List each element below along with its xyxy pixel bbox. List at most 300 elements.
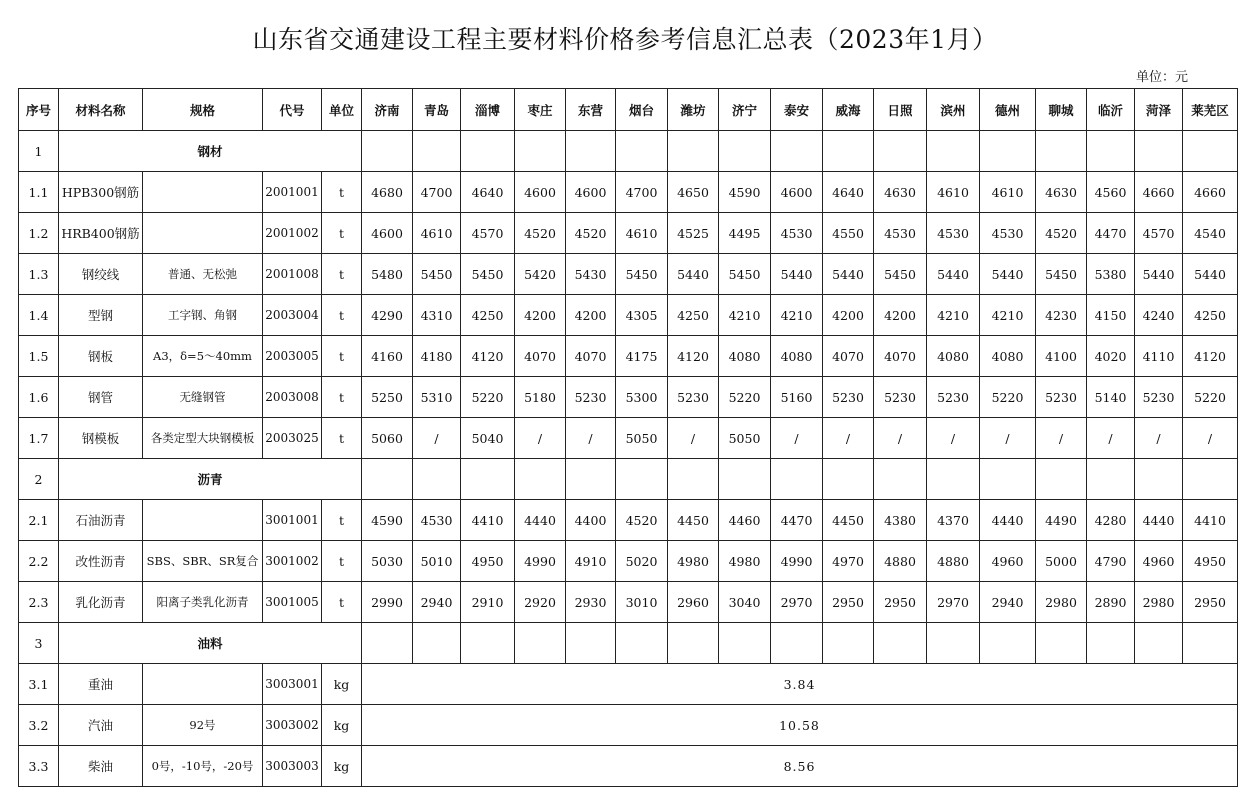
price-cell: 4070: [874, 336, 927, 377]
material-spec: 0号，-10号，-20号: [143, 746, 263, 787]
material-unit: t: [322, 377, 362, 418]
material-code: 3003001: [263, 664, 322, 705]
price-cell: /: [823, 418, 874, 459]
price-cell: 5450: [413, 254, 461, 295]
price-cell: 4020: [1087, 336, 1135, 377]
empty-cell: [1036, 131, 1087, 172]
price-cell: 4550: [823, 213, 874, 254]
header-city: 威海: [823, 89, 874, 131]
header-city: 东营: [566, 89, 616, 131]
empty-cell: [616, 459, 668, 500]
empty-cell: [771, 623, 823, 664]
price-cell: 4440: [515, 500, 566, 541]
material-unit: t: [322, 336, 362, 377]
price-cell: 4610: [616, 213, 668, 254]
header-no: 序号: [19, 89, 59, 131]
empty-cell: [1183, 459, 1238, 500]
price-cell: 5450: [874, 254, 927, 295]
price-cell: 2980: [1036, 582, 1087, 623]
header-city: 泰安: [771, 89, 823, 131]
category-row: [19, 131, 1238, 172]
category-row: [19, 623, 1238, 664]
row-number: 1.6: [19, 377, 59, 418]
price-cell: 5440: [1135, 254, 1183, 295]
material-spec: 工字钢、角钢: [143, 295, 263, 336]
row-number: 1.5: [19, 336, 59, 377]
material-name: 钢板: [59, 336, 143, 377]
price-cell: 4240: [1135, 295, 1183, 336]
price-cell: 4910: [566, 541, 616, 582]
price-cell: 4080: [719, 336, 771, 377]
price-cell: 4110: [1135, 336, 1183, 377]
empty-cell: [566, 131, 616, 172]
header-city: 临沂: [1087, 89, 1135, 131]
price-cell: 4525: [668, 213, 719, 254]
price-cell: 4460: [719, 500, 771, 541]
price-cell: 4880: [874, 541, 927, 582]
empty-cell: [362, 131, 413, 172]
price-cell: 4520: [1036, 213, 1087, 254]
price-cell: 4070: [566, 336, 616, 377]
material-code: 3001001: [263, 500, 322, 541]
price-cell: 4630: [874, 172, 927, 213]
price-cell: 4530: [874, 213, 927, 254]
price-cell: 5440: [980, 254, 1036, 295]
empty-cell: [616, 623, 668, 664]
empty-cell: [1087, 459, 1135, 500]
empty-cell: [1036, 623, 1087, 664]
empty-cell: [616, 131, 668, 172]
material-spec: 阳离子类乳化沥青: [143, 582, 263, 623]
price-cell: 5440: [927, 254, 980, 295]
price-cell: /: [413, 418, 461, 459]
empty-cell: [668, 131, 719, 172]
price-cell: 4250: [1183, 295, 1238, 336]
price-cell: 4700: [616, 172, 668, 213]
header-city: 淄博: [461, 89, 515, 131]
material-unit: t: [322, 172, 362, 213]
empty-cell: [461, 459, 515, 500]
header-city: 烟台: [616, 89, 668, 131]
price-cell: 4200: [823, 295, 874, 336]
header-row: [19, 89, 1238, 131]
price-cell: 4700: [413, 172, 461, 213]
price-cell: 5300: [616, 377, 668, 418]
price-cell: /: [668, 418, 719, 459]
material-code: 2003005: [263, 336, 322, 377]
price-cell: 4470: [771, 500, 823, 541]
empty-cell: [771, 131, 823, 172]
material-name: 钢绞线: [59, 254, 143, 295]
material-name: HPB300钢筋: [59, 172, 143, 213]
price-cell: 4990: [515, 541, 566, 582]
price-cell: 5230: [668, 377, 719, 418]
price-cell: 5020: [616, 541, 668, 582]
material-code: 2001001: [263, 172, 322, 213]
price-cell: 4520: [566, 213, 616, 254]
header-city: 聊城: [1036, 89, 1087, 131]
empty-cell: [823, 623, 874, 664]
price-cell: 4410: [461, 500, 515, 541]
price-cell: 5180: [515, 377, 566, 418]
price-cell: 4530: [413, 500, 461, 541]
price-cell: 5480: [362, 254, 413, 295]
price-cell: 5450: [1036, 254, 1087, 295]
price-cell: 2970: [771, 582, 823, 623]
empty-cell: [1135, 131, 1183, 172]
row-number: 3.1: [19, 664, 59, 705]
price-cell: 4160: [362, 336, 413, 377]
material-unit: t: [322, 500, 362, 541]
empty-cell: [566, 623, 616, 664]
empty-cell: [1087, 131, 1135, 172]
row-number: 2.1: [19, 500, 59, 541]
price-cell: 4530: [980, 213, 1036, 254]
material-unit: t: [322, 418, 362, 459]
header-city: 枣庄: [515, 89, 566, 131]
price-cell: 4070: [823, 336, 874, 377]
price-cell: 2910: [461, 582, 515, 623]
price-cell: 5220: [719, 377, 771, 418]
row-number: 3: [19, 623, 59, 664]
price-cell: 4400: [566, 500, 616, 541]
price-cell: 4370: [927, 500, 980, 541]
empty-cell: [980, 459, 1036, 500]
price-cell: 5220: [461, 377, 515, 418]
price-cell: 4600: [362, 213, 413, 254]
empty-cell: [413, 459, 461, 500]
price-cell: 5030: [362, 541, 413, 582]
unit-note: 单位：元: [1135, 70, 1188, 85]
category-name: 沥青: [59, 459, 362, 500]
row-number: 2.2: [19, 541, 59, 582]
empty-cell: [362, 623, 413, 664]
price-cell: 5440: [771, 254, 823, 295]
category-name: 钢材: [59, 131, 362, 172]
row-number: 1.7: [19, 418, 59, 459]
material-code: 3003002: [263, 705, 322, 746]
material-unit: t: [322, 254, 362, 295]
price-cell: /: [1183, 418, 1238, 459]
price-cell: 4290: [362, 295, 413, 336]
price-cell: 4520: [515, 213, 566, 254]
price-cell: 5440: [1183, 254, 1238, 295]
price-cell: 4080: [771, 336, 823, 377]
material-name: 柴油: [59, 746, 143, 787]
empty-cell: [823, 131, 874, 172]
material-unit: t: [322, 295, 362, 336]
price-cell: 5160: [771, 377, 823, 418]
price-cell: 4120: [668, 336, 719, 377]
material-unit: t: [322, 213, 362, 254]
price-cell: /: [566, 418, 616, 459]
table-body: [19, 89, 1238, 787]
material-spec: 无缝钢管: [143, 377, 263, 418]
table-row: [19, 746, 1238, 787]
price-cell: 4610: [413, 213, 461, 254]
material-code: 2003004: [263, 295, 322, 336]
row-number: 1.2: [19, 213, 59, 254]
empty-cell: [668, 623, 719, 664]
price-cell: 5040: [461, 418, 515, 459]
material-unit: kg: [322, 746, 362, 787]
price-cell: 5310: [413, 377, 461, 418]
price-cell: 2970: [927, 582, 980, 623]
material-code: 3001002: [263, 541, 322, 582]
price-cell: 2980: [1135, 582, 1183, 623]
empty-cell: [719, 131, 771, 172]
table-row: [19, 582, 1238, 623]
header-code: 代号: [263, 89, 322, 131]
empty-cell: [1087, 623, 1135, 664]
category-name: 油料: [59, 623, 362, 664]
price-cell: 4960: [980, 541, 1036, 582]
price-cell: 5060: [362, 418, 413, 459]
price-cell: 4970: [823, 541, 874, 582]
price-cell: 4440: [1135, 500, 1183, 541]
table-row: [19, 500, 1238, 541]
material-code: 2003025: [263, 418, 322, 459]
price-table: [18, 88, 1238, 787]
price-cell: 3040: [719, 582, 771, 623]
price-cell: 4070: [515, 336, 566, 377]
price-cell: 4120: [1183, 336, 1238, 377]
price-cell: /: [980, 418, 1036, 459]
price-cell: 4570: [461, 213, 515, 254]
material-code: 3001005: [263, 582, 322, 623]
price-cell: 4600: [566, 172, 616, 213]
price-cell: 4610: [927, 172, 980, 213]
price-cell: 4960: [1135, 541, 1183, 582]
price-cell: 4180: [413, 336, 461, 377]
price-cell: 4950: [1183, 541, 1238, 582]
empty-cell: [874, 131, 927, 172]
table-row: [19, 336, 1238, 377]
price-cell: 4175: [616, 336, 668, 377]
price-cell: 4660: [1135, 172, 1183, 213]
price-cell: 4410: [1183, 500, 1238, 541]
empty-cell: [668, 459, 719, 500]
price-cell: 5230: [1135, 377, 1183, 418]
price-cell: 2940: [413, 582, 461, 623]
empty-cell: [980, 131, 1036, 172]
price-cell: 4530: [771, 213, 823, 254]
table-row: [19, 705, 1238, 746]
price-cell: 5220: [980, 377, 1036, 418]
header-unit: 单位: [322, 89, 362, 131]
row-number: 1.3: [19, 254, 59, 295]
table-row: [19, 295, 1238, 336]
price-cell: 4650: [668, 172, 719, 213]
price-cell: 5230: [566, 377, 616, 418]
price-cell: /: [1135, 418, 1183, 459]
price-cell: 4200: [515, 295, 566, 336]
header-city: 菏泽: [1135, 89, 1183, 131]
row-number: 2: [19, 459, 59, 500]
price-cell: 4590: [719, 172, 771, 213]
shared-price: 10.58: [362, 705, 1238, 746]
price-cell: 5250: [362, 377, 413, 418]
price-cell: 2890: [1087, 582, 1135, 623]
material-code: 2001008: [263, 254, 322, 295]
material-code: 3003003: [263, 746, 322, 787]
price-cell: /: [874, 418, 927, 459]
price-cell: 5380: [1087, 254, 1135, 295]
empty-cell: [362, 459, 413, 500]
price-cell: 4660: [1183, 172, 1238, 213]
price-cell: 5230: [1036, 377, 1087, 418]
empty-cell: [874, 623, 927, 664]
material-name: 型钢: [59, 295, 143, 336]
price-cell: 4200: [874, 295, 927, 336]
empty-cell: [1183, 623, 1238, 664]
empty-cell: [515, 131, 566, 172]
price-cell: /: [927, 418, 980, 459]
price-cell: 4230: [1036, 295, 1087, 336]
price-cell: 4570: [1135, 213, 1183, 254]
table-row: [19, 664, 1238, 705]
price-cell: 5230: [823, 377, 874, 418]
table-row: [19, 377, 1238, 418]
price-cell: 5050: [616, 418, 668, 459]
empty-cell: [719, 459, 771, 500]
material-name: 钢管: [59, 377, 143, 418]
price-cell: 4250: [461, 295, 515, 336]
header-city: 潍坊: [668, 89, 719, 131]
shared-price: 8.56: [362, 746, 1238, 787]
empty-cell: [771, 459, 823, 500]
material-spec: 各类定型大块钢模板: [143, 418, 263, 459]
material-unit: kg: [322, 664, 362, 705]
material-spec: [143, 172, 263, 213]
price-cell: 4980: [668, 541, 719, 582]
price-cell: /: [771, 418, 823, 459]
shared-price: 3.84: [362, 664, 1238, 705]
price-cell: 4305: [616, 295, 668, 336]
price-cell: 4280: [1087, 500, 1135, 541]
header-city: 德州: [980, 89, 1036, 131]
empty-cell: [1183, 131, 1238, 172]
price-cell: 5450: [461, 254, 515, 295]
row-number: 3.2: [19, 705, 59, 746]
material-spec: [143, 213, 263, 254]
empty-cell: [927, 459, 980, 500]
price-cell: 4310: [413, 295, 461, 336]
table-row: [19, 213, 1238, 254]
header-name: 材料名称: [59, 89, 143, 131]
header-spec: 规格: [143, 89, 263, 131]
price-cell: 4640: [823, 172, 874, 213]
price-cell: /: [1036, 418, 1087, 459]
empty-cell: [461, 131, 515, 172]
material-spec: SBS、SBR、SR复合: [143, 541, 263, 582]
price-cell: 5420: [515, 254, 566, 295]
price-cell: 4680: [362, 172, 413, 213]
price-cell: 4540: [1183, 213, 1238, 254]
table-row: [19, 418, 1238, 459]
header-city: 济宁: [719, 89, 771, 131]
page-title: 山东省交通建设工程主要材料价格参考信息汇总表（2023年1月）: [252, 25, 998, 54]
empty-cell: [1036, 459, 1087, 500]
price-cell: 5230: [927, 377, 980, 418]
price-cell: 4250: [668, 295, 719, 336]
price-cell: 5440: [823, 254, 874, 295]
price-cell: /: [1087, 418, 1135, 459]
price-cell: 4200: [566, 295, 616, 336]
material-name: 汽油: [59, 705, 143, 746]
empty-cell: [874, 459, 927, 500]
material-unit: kg: [322, 705, 362, 746]
header-city: 青岛: [413, 89, 461, 131]
price-cell: 4600: [515, 172, 566, 213]
material-code: 2001002: [263, 213, 322, 254]
category-row: [19, 459, 1238, 500]
price-cell: 4210: [927, 295, 980, 336]
price-cell: 2920: [515, 582, 566, 623]
price-cell: 4450: [823, 500, 874, 541]
table-row: [19, 254, 1238, 295]
material-code: 2003008: [263, 377, 322, 418]
empty-cell: [566, 459, 616, 500]
material-name: 乳化沥青: [59, 582, 143, 623]
price-cell: 5010: [413, 541, 461, 582]
price-cell: 4380: [874, 500, 927, 541]
empty-cell: [719, 623, 771, 664]
price-cell: 4880: [927, 541, 980, 582]
empty-cell: [515, 459, 566, 500]
material-spec: 92号: [143, 705, 263, 746]
price-cell: 5450: [616, 254, 668, 295]
price-cell: 4530: [927, 213, 980, 254]
material-unit: t: [322, 541, 362, 582]
price-cell: 4980: [719, 541, 771, 582]
empty-cell: [413, 623, 461, 664]
price-cell: 4470: [1087, 213, 1135, 254]
material-name: 改性沥青: [59, 541, 143, 582]
price-cell: 2950: [874, 582, 927, 623]
price-cell: 2950: [1183, 582, 1238, 623]
price-cell: 4440: [980, 500, 1036, 541]
price-cell: 4450: [668, 500, 719, 541]
price-cell: 2930: [566, 582, 616, 623]
price-cell: 4520: [616, 500, 668, 541]
price-cell: 4210: [980, 295, 1036, 336]
empty-cell: [413, 131, 461, 172]
price-cell: 4630: [1036, 172, 1087, 213]
price-cell: 2950: [823, 582, 874, 623]
empty-cell: [927, 131, 980, 172]
material-name: 钢模板: [59, 418, 143, 459]
price-cell: 5440: [668, 254, 719, 295]
price-cell: 5430: [566, 254, 616, 295]
price-cell: 4490: [1036, 500, 1087, 541]
material-name: 重油: [59, 664, 143, 705]
price-cell: 2990: [362, 582, 413, 623]
material-spec: 普通、无松弛: [143, 254, 263, 295]
empty-cell: [1135, 623, 1183, 664]
price-cell: 4950: [461, 541, 515, 582]
price-cell: 5000: [1036, 541, 1087, 582]
price-cell: 4150: [1087, 295, 1135, 336]
price-cell: 4590: [362, 500, 413, 541]
price-cell: 4080: [927, 336, 980, 377]
price-cell: 2940: [980, 582, 1036, 623]
row-number: 1: [19, 131, 59, 172]
empty-cell: [461, 623, 515, 664]
empty-cell: [1135, 459, 1183, 500]
price-cell: 5050: [719, 418, 771, 459]
material-spec: [143, 500, 263, 541]
